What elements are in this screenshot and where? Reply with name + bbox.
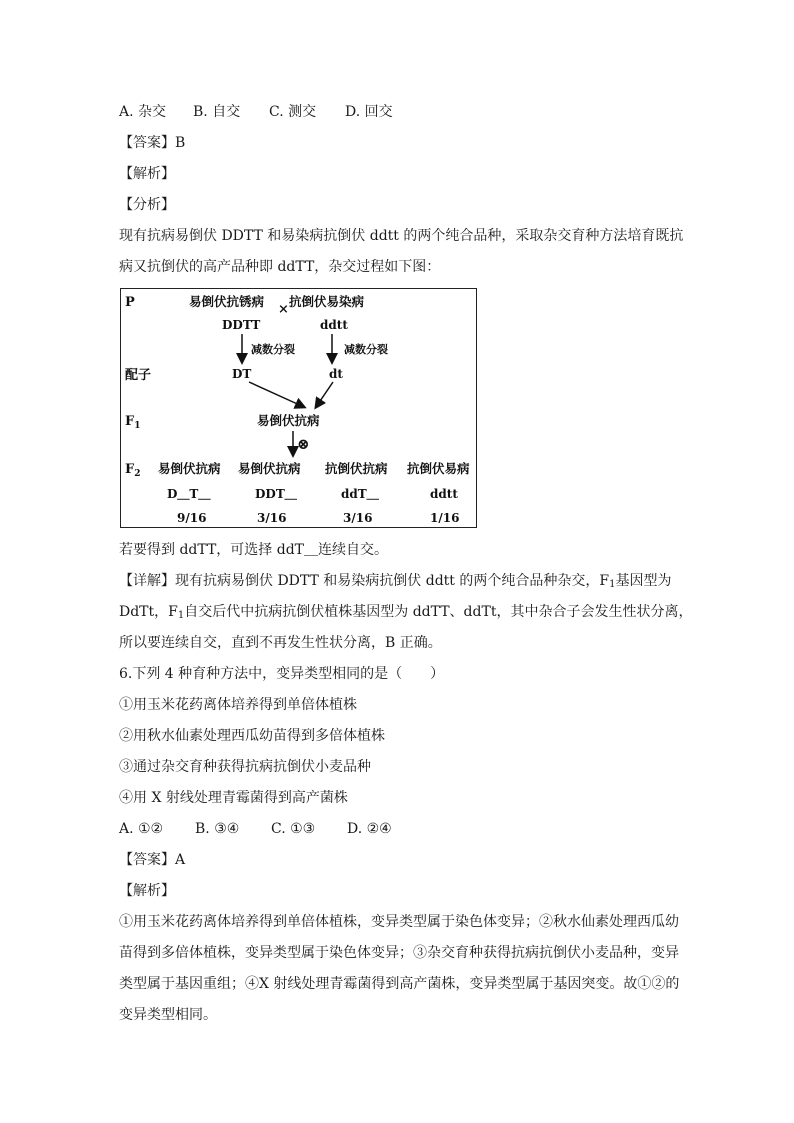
f2-ratio-4: 1/16 [430,511,460,525]
q5-paragraph-line: 现有抗病易倒伏 DDTT 和易染病抗倒伏 ddtt 的两个纯合品种，采取杂交育种方法培育既抗 [119,228,684,244]
parent1-genotype: DDTT [222,318,261,332]
f2-phenotype-3: 抗倒伏抗病 [325,461,388,476]
q5-answer: 【答案】B [119,135,186,151]
row-label-gamete: 配子 [125,368,152,383]
q6-item-4: ④用 X 射线处理青霉菌得到高产菌株 [119,790,348,806]
row-label-p: P [125,295,135,310]
q6-analysis-label: 【解析】 [119,883,175,899]
q6-item-1: ①用玉米花药离体培养得到单倍体植株 [119,697,357,713]
row-label-f2: $F_2$ [125,462,141,479]
q5-analysis-label: 【解析】 [119,166,175,182]
parent2-genotype: ddtt [320,318,348,332]
f2-ratio-2: 3/16 [257,511,287,525]
q6-option-c: C. ①③ [271,821,316,837]
meiosis-label-2: 减数分裂 [344,343,388,356]
f2-ratio-1: 9/16 [177,511,207,525]
f2-phenotype-1: 易倒伏抗病 [158,461,221,476]
q5-options [119,103,393,121]
q6-options [119,820,392,838]
gamete-1: DT [232,367,252,381]
q5-option-a: A. 杂交 [119,104,167,120]
q6-explanation-line: 类型属于基因重组；④X 射线处理青霉菌得到高产菌株，变异类型属于基因突变。故①②的 [119,976,680,992]
f2-genotype-1: D＿T＿ [167,487,211,501]
f2-genotype-4: ddtt [430,487,458,501]
q5-detail-line: 所以要连续自交，直到不再发生性状分离，B 正确。 [119,635,442,651]
f2-genotype-2: DDT＿ [255,487,297,501]
q6-explanation-line: 变异类型相同。 [119,1007,217,1023]
parent1-phenotype: 易倒伏抗锈病 [189,294,265,309]
q5-paragraph-line: 病又抗倒伏的高产品种即 ddTT，杂交过程如下图： [119,259,441,275]
q6-explanation-line: ①用玉米花药离体培养得到单倍体植株，变异类型属于染色体变异；②秋水仙素处理西瓜幼 [119,914,679,930]
f2-ratio-3: 3/16 [343,511,373,525]
gamete-2: dt [329,367,343,381]
q5-fenxi-label: 【分析】 [119,197,175,213]
f2-genotype-3: ddT＿ [341,487,379,501]
q5-option-b: B. 自交 [193,104,241,120]
cross-diagram [120,288,477,528]
f2-phenotype-2: 易倒伏抗病 [238,461,301,476]
cross-symbol: × [278,302,289,317]
selfing-symbol: ⊗ [297,435,310,453]
f1-phenotype: 易倒伏抗病 [257,413,320,428]
parent2-phenotype: 抗倒伏易染病 [289,294,365,309]
q6-item-3: ③通过杂交育种获得抗病抗倒伏小麦品种 [119,759,371,775]
q6-option-a: A. ①② [119,821,164,837]
q5-detail-line: 【详解】现有抗病易倒伏 DDTT 和易染病抗倒伏 ddtt 的两个纯合品种杂交，$F_1$基因型为 [119,573,672,590]
f2-phenotype-4: 抗倒伏易病 [407,461,470,476]
gamete-arrow-2 [316,382,333,407]
q6-option-d: D. ②④ [347,821,392,837]
row-label-f1: $F_1$ [125,414,141,431]
cross-diagram-svg [121,289,478,529]
q6-answer: 【答案】A [119,852,186,868]
q5-detail-line: DdTt，$F_1$自交后代中抗病抗倒伏植株基因型为 ddTT、ddTt，其中杂合子会发生性状分离， [119,604,693,621]
q6-stem: 6.下列 4 种育种方法中，变异类型相同的是（ ） [119,666,445,682]
q5-after-diagram: 若要得到 ddTT，可选择 ddT＿连续自交。 [119,542,389,558]
q6-item-2: ②用秋水仙素处理西瓜幼苗得到多倍体植株 [119,728,385,744]
q6-option-b: B. ③④ [195,821,240,837]
gamete-arrow-1 [249,382,304,407]
q5-option-d: D. 回交 [345,104,393,120]
q5-option-c: C. 测交 [269,104,317,120]
meiosis-label-1: 减数分裂 [251,343,295,356]
q6-explanation-line: 苗得到多倍体植株，变异类型属于染色体变异；③杂交育种获得抗病抗倒伏小麦品种，变异 [119,945,679,961]
